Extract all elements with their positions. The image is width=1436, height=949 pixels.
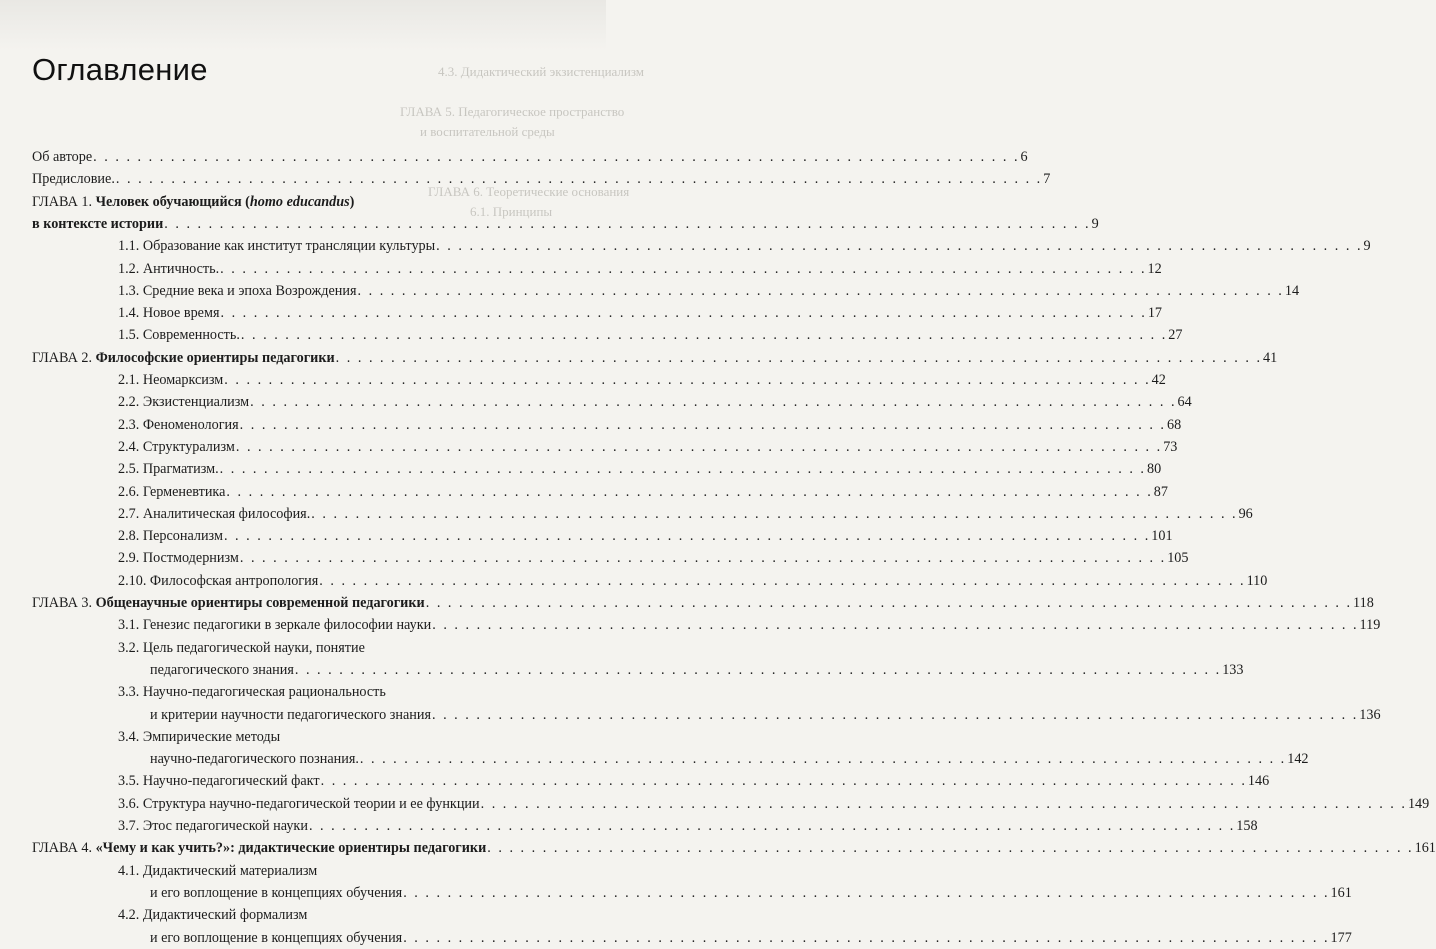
toc-page-number: 161	[1330, 884, 1352, 901]
toc-section-continuation	[32, 704, 1381, 726]
dot-leader: . . . . . . . . . . . . . . . . . . . . . . . . . . . . . . . . . . . . . . . . . . . . . . . . . . . . . . . . . . . . . . . . . . . . . . . . . . . . . . . . . . . .	[431, 706, 1359, 723]
toc-entry-label: Предисловие.	[32, 171, 115, 188]
toc-entry	[32, 168, 1051, 190]
dot-leader: . . . . . . . . . . . . . . . . . . . . . . . . . . . . . . . . . . . . . . . . . . . . . . . . . . . . . . . . . . . . . . . . . . . . . . . . . . . . . . . . . . . .	[311, 505, 1238, 522]
dot-leader: . . . . . . . . . . . . . . . . . . . . . . . . . . . . . . . . . . . . . . . . . . . . . . . . . . . . . . . . . . . . . . . . . . . . . . . . . . . . . . . . . . . .	[219, 461, 1146, 478]
toc-section	[32, 436, 1178, 458]
toc-section-label: 3.1. Генезис педагогики в зеркале философии науки	[118, 617, 432, 634]
dot-leader: . . . . . . . . . . . . . . . . . . . . . . . . . . . . . . . . . . . . . . . . . . . . . . . . . . . . . . . . . . . . . . . . . . . . . . . . . . . . . . . . . . . .	[308, 818, 1236, 834]
toc-section-label: 2.8. Персонализм	[118, 528, 223, 545]
toc-section-label: 4.2. Дидактический формализм	[118, 907, 308, 924]
toc-section	[32, 637, 569, 659]
toc-page-number: 9	[1091, 215, 1099, 232]
toc-chapter-label	[32, 592, 425, 614]
toc-page-number: 73	[1163, 438, 1178, 455]
toc-page-number: 6	[1020, 149, 1028, 165]
toc-section-label: 2.5. Прагматизм.	[118, 461, 219, 478]
toc-section	[32, 860, 569, 882]
dot-leader: . . . . . . . . . . . . . . . . . . . . . . . . . . . . . . . . . . . . . . . . . . . . . . . . . . . . . . . . . . . . . . . . . . . . . . . . . . . . . . . . . . . .	[239, 550, 1167, 567]
toc-section-label: 2.1. Неомарксизм	[118, 372, 224, 388]
bleed-through-text: и воспитательной среды	[420, 124, 555, 139]
dot-leader: . . . . . . . . . . . . . . . . . . . . . . . . . . . . . . . . . . . . . . . . . . . . . . . . . . . . . . . . . . . . . . . . . . . . . . . . . . . . . . . . . . . .	[220, 260, 1147, 277]
toc-chapter-label	[32, 347, 335, 369]
toc-section-label: и критерии научности педагогического знания	[150, 706, 431, 723]
toc-page-number: 105	[1167, 550, 1189, 567]
page-top-margin	[0, 0, 606, 50]
dot-leader: . . . . . . . . . . . . . . . . . . . . . . . . . . . . . . . . . . . . . . . . . . . . . . . . . . . . . . . . . . . . . . . . . . . . . . . . . . . . . . . . . . . .	[487, 840, 1414, 857]
dot-leader: . . . . . . . . . . . . . . . . . . . . . . . . . . . . . . . . . . . . . . . . . . . . . . . . . . . . . . . . . . . . . . . . . . . . . . . . . . . . . . . . . . . .	[239, 416, 1166, 433]
toc-page-number: 42	[1151, 372, 1166, 388]
toc-section-continuation	[32, 659, 1244, 681]
dot-leader: . . . . . . . . . . . . . . . . . . . . . . . . . . . . . . . . . . . . . . . . . . . . . . . . . . . . . . . . . . . . . . . . . . . . . . . . . . . . . . . . . . . .	[335, 349, 1262, 366]
dot-leader: . . . . . . . . . . . . . . . . . . . . . . . . . . . . . . . . . . . . . . . . . . . . . . . . . . . . . . . . . . . . . . . . . . . . . . . . . . . . . . . . . . . .	[357, 282, 1284, 299]
toc-section-label: 2.2. Экзистенциализм	[118, 394, 250, 411]
dot-leader: . . . . . . . . . . . . . . . . . . . . . . . . . . . . . . . . . . . . . . . . . . . . . . . . . . . . . . . . . . . . . . . . . . . . . . . . . . . . . . . . . . . .	[359, 751, 1287, 768]
chapter-title: Философские ориентиры педагогики	[95, 349, 335, 366]
bleed-through-text: ГЛАВА 5. Педагогическое пространство	[400, 104, 625, 119]
toc-page-number: 14	[1284, 282, 1300, 299]
toc-section-label: 1.1. Образование как институт трансляции культуры	[118, 238, 436, 255]
dot-leader: . . . . . . . . . . . . . . . . . . . . . . . . . . . . . . . . . . . . . . . . . . . . . . . . . . . . . . . . . . . . . . . . . . . . . . . . . . . . . . . . . . . .	[436, 238, 1363, 255]
dot-leader: . . . . . . . . . . . . . . . . . . . . . . . . . . . . . . . . . . . . . . . . . . . . . . . . . . . . . . . . . . . . . . . . . . . . . . . . . . . . . . . . . . . .	[320, 773, 1247, 790]
toc-page-number: 17	[1147, 305, 1162, 322]
toc-section	[32, 481, 1168, 503]
toc-section-label: и его воплощение в концепциях обучения	[150, 884, 403, 901]
toc-chapter	[32, 592, 1374, 614]
dot-leader: . . . . . . . . . . . . . . . . . . . . . . . . . . . . . . . . . . . . . . . . . . . . . . . . . . . . . . . . . . . . . . . . . . . . . . . . . . . . . . . . . . . .	[294, 661, 1222, 678]
dot-leader: . . . . . . . . . . . . . . . . . . . . . . . . . . . . . . . . . . . . . . . . . . . . . . . . . . . . . . . . . . . . . . . . . . . . . . . . . . . . . . . . . . . .	[220, 305, 1147, 322]
toc-section	[32, 280, 1300, 302]
dot-leader: . . . . . . . . . . . . . . . . . . . . . . . . . . . . . . . . . . . . . . . . . . . . . . . . . . . . . . . . . . . . . . . . . . . . . . . . . . . . . . . . . . . .	[250, 394, 1177, 411]
toc-section-continuation	[32, 882, 1352, 904]
toc-section	[32, 503, 1253, 525]
toc-page-number: 9	[1363, 238, 1371, 255]
dot-leader: . . . . . . . . . . . . . . . . . . . . . . . . . . . . . . . . . . . . . . . . . . . . . . . . . . . . . . . . . . . . . . . . . . . . . . . . . . . . . . . . . . . .	[240, 327, 1168, 344]
chapter-title-italic: homo educandus	[249, 193, 350, 210]
toc-section-label: научно-педагогического познания.	[150, 751, 359, 768]
toc-entry-label: Об авторе	[32, 149, 93, 165]
dot-leader: . . . . . . . . . . . . . . . . . . . . . . . . . . . . . . . . . . . . . . . . . . . . . . . . . . . . . . . . . . . . . . . . . . . . . . . . . . . . . . . . . . . .	[480, 795, 1407, 812]
toc-section	[32, 614, 1381, 636]
toc-section	[32, 770, 1270, 792]
toc-section-label: 3.6. Структура научно-педагогической теории и ее функции	[118, 795, 480, 812]
toc-section-label: 2.9. Постмодернизм	[118, 550, 239, 567]
toc-page-number: 87	[1153, 483, 1168, 500]
bleed-through-text: 6.1. Принципы	[470, 204, 553, 219]
bleed-through-text: 4.3. Дидактический экзистенциализм	[438, 64, 645, 79]
toc-chapter-label	[32, 194, 354, 210]
dot-leader: . . . . . . . . . . . . . . . . . . . . . . . . . . . . . . . . . . . . . . . . . . . . . . . . . . . . . . . . . . . . . . . . . . . . . . . . . . . . . . . . . . . .	[425, 595, 1353, 611]
chapter-title: «Чему и как учить?»: дидактические ориентиры педагогики	[95, 840, 487, 857]
toc-section	[32, 793, 1430, 815]
toc-entry	[32, 146, 1028, 168]
dot-leader: . . . . . . . . . . . . . . . . . . . . . . . . . . . . . . . . . . . . . . . . . . . . . . . . . . . . . . . . . . . . . . . . . . . . . . . . . . . . . . . . . . . .	[235, 438, 1163, 455]
toc-section-label: 1.4. Новое время	[118, 305, 220, 322]
dot-leader: . . . . . . . . . . . . . . . . . . . . . . . . . . . . . . . . . . . . . . . . . . . . . . . . . . . . . . . . . . . . . . . . . . . . . . . . . . . . . . . . . . . .	[115, 171, 1043, 188]
dot-leader: . . . . . . . . . . . . . . . . . . . . . . . . . . . . . . . . . . . . . . . . . . . . . . . . . . . . . . . . . . . . . . . . . . . . . . . . . . . . . . . . . . . .	[223, 528, 1151, 545]
toc-section-label: 4.1. Дидактический материализм	[118, 862, 318, 879]
toc-section-label: 2.3. Феноменология	[118, 416, 239, 433]
chapter-title: Общенаучные ориентиры современной педагогики	[95, 595, 425, 611]
toc-page-number: 149	[1407, 795, 1430, 812]
chapter-number: ГЛАВА 3.	[32, 595, 96, 611]
toc-section-label: 2.7. Аналитическая философия.	[118, 505, 311, 522]
toc-page-number: 158	[1236, 818, 1258, 834]
toc-chapter	[32, 837, 1436, 859]
toc-section-label: 2.10. Философская антропология	[118, 572, 319, 589]
toc-page-number: 136	[1359, 706, 1381, 723]
toc-chapter-continuation	[32, 213, 1099, 235]
toc-section-label: 1.5. Современность.	[118, 327, 240, 344]
toc-section	[32, 904, 569, 926]
toc-page-number: 7	[1043, 171, 1051, 188]
toc-section	[32, 414, 1182, 436]
toc-chapter-label	[32, 837, 486, 859]
toc-section-label: 3.5. Научно-педагогический факт	[118, 773, 320, 790]
chapter-title: Человек обучающийся (	[95, 193, 250, 210]
chapter-title: в контексте истории	[32, 215, 164, 232]
dot-leader: . . . . . . . . . . . . . . . . . . . . . . . . . . . . . . . . . . . . . . . . . . . . . . . . . . . . . . . . . . . . . . . . . . . . . . . . . . . . . . . . . . . .	[93, 149, 1020, 165]
page-title: Оглавление	[32, 52, 208, 87]
dot-leader: . . . . . . . . . . . . . . . . . . . . . . . . . . . . . . . . . . . . . . . . . . . . . . . . . . . . . . . . . . . . . . . . . . . . . . . . . . . . . . . . . . . .	[224, 372, 1151, 388]
chapter-number: ГЛАВА 1.	[32, 193, 96, 210]
dot-leader: . . . . . . . . . . . . . . . . . . . . . . . . . . . . . . . . . . . . . . . . . . . . . . . . . . . . . . . . . . . . . . . . . . . . . . . . . . . . . . . . . . . .	[432, 617, 1359, 634]
toc-section-label: 3.7. Этос педагогической науки	[118, 818, 308, 834]
toc-chapter	[32, 347, 1278, 369]
toc-page-number: 119	[1359, 617, 1381, 634]
chapter-title-italic-wrap	[250, 194, 350, 210]
toc-page-number: 118	[1353, 595, 1374, 611]
dot-leader: . . . . . . . . . . . . . . . . . . . . . . . . . . . . . . . . . . . . . . . . . . . . . . . . . . . . . . . . . . . . . . . . . . . . . . . . . . . . . . . . . . . .	[403, 884, 1330, 901]
dot-leader: . . . . . . . . . . . . . . . . . . . . . . . . . . . . . . . . . . . . . . . . . . . . . . . . . . . . . . . . . . . . . . . . . . . . . . . . . . . . . . . . . . . .	[319, 572, 1246, 589]
toc-section-label: педагогического знания	[150, 661, 294, 678]
toc-section	[32, 525, 1173, 547]
toc-section-label: 3.3. Научно-педагогическая рациональность	[118, 684, 386, 701]
toc-section-continuation	[32, 748, 1309, 770]
toc-section	[32, 681, 569, 703]
chapter-number: ГЛАВА 2.	[32, 349, 96, 366]
toc-page-number: 12	[1147, 260, 1162, 277]
toc-section	[32, 726, 569, 748]
toc-section	[32, 235, 1371, 257]
toc-section	[32, 570, 1268, 592]
toc-section	[32, 815, 1258, 837]
toc-page-number: 142	[1287, 751, 1309, 768]
toc-page-number: 80	[1146, 461, 1162, 478]
toc-page-number: 133	[1222, 661, 1244, 678]
toc-section-label: 1.2. Античность.	[118, 260, 220, 277]
toc-page-number: 41	[1263, 349, 1278, 366]
toc-section-label: 3.2. Цель педагогической науки, понятие	[118, 639, 365, 656]
chapter-number: ГЛАВА 4.	[32, 840, 96, 857]
toc-chapter	[32, 191, 569, 213]
dot-leader: . . . . . . . . . . . . . . . . . . . . . . . . . . . . . . . . . . . . . . . . . . . . . . . . . . . . . . . . . . . . . . . . . . . . . . . . . . . . . . . . . . . .	[164, 215, 1091, 232]
toc-page-number: 96	[1238, 505, 1253, 522]
toc-section-label: 2.4. Структурализм	[118, 438, 235, 455]
chapter-title-end: )	[349, 193, 355, 210]
toc-section-label: 3.4. Эмпирические методы	[118, 728, 281, 745]
toc-section	[32, 258, 1162, 280]
bleed-through-text: ГЛАВА 6. Теоретические основания	[428, 184, 630, 199]
toc-page-number: 101	[1151, 528, 1173, 545]
toc-page-number: 146	[1247, 773, 1270, 790]
toc-section	[32, 324, 1183, 346]
toc-section-label: 2.6. Герменевтика	[118, 483, 226, 500]
toc-section-label: и его воплощение в концепциях обучения	[150, 929, 403, 946]
toc-section	[32, 391, 1192, 413]
dot-leader: . . . . . . . . . . . . . . . . . . . . . . . . . . . . . . . . . . . . . . . . . . . . . . . . . . . . . . . . . . . . . . . . . . . . . . . . . . . . . . . . . . . .	[226, 483, 1153, 500]
toc-page-number: 110	[1246, 572, 1268, 589]
toc-section	[32, 369, 1166, 391]
toc-section-label: 1.3. Средние века и эпоха Возрождения	[118, 282, 357, 299]
toc-page-number: 177	[1330, 929, 1352, 946]
toc-section	[32, 458, 1162, 480]
toc-page-number: 68	[1166, 416, 1182, 433]
toc-section-continuation	[32, 927, 1352, 949]
toc-page-number: 27	[1168, 327, 1183, 344]
toc-section	[32, 547, 1189, 569]
toc-page-number: 161	[1414, 840, 1436, 857]
toc-section	[32, 302, 1162, 324]
dot-leader: . . . . . . . . . . . . . . . . . . . . . . . . . . . . . . . . . . . . . . . . . . . . . . . . . . . . . . . . . . . . . . . . . . . . . . . . . . . . . . . . . . . .	[403, 929, 1330, 946]
toc-page-number: 64	[1177, 394, 1192, 411]
